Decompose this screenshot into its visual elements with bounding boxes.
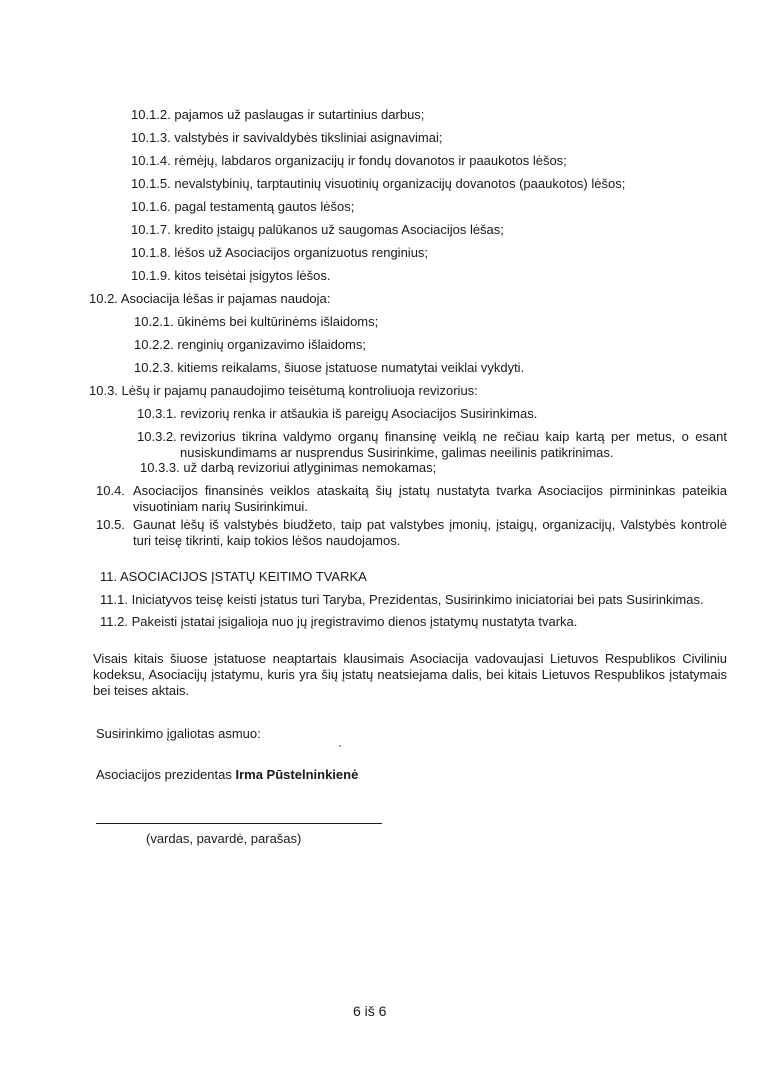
list-item: 10.1.5. nevalstybinių, tarptautinių visuotinių organizacijų dovanotos (paaukotos) lėšos;: [131, 176, 626, 191]
clause-number: 10.4.: [96, 483, 125, 498]
list-item: 10.3.3. už darbą revizoriui atlyginimas nemokamas;: [140, 460, 437, 475]
authorized-label: Susirinkimo įgaliotas asmuo:: [96, 726, 261, 741]
signature-caption: (vardas, pavardė, parašas): [146, 831, 302, 846]
closing-paragraph: Visais kitais šiuose įstatuose neaptartais klausimais Asociacija vadovaujasi Lietuvos Respublikos Civiliniu kodeksu, Asociacijų įstatymu, kuris yra šių įstatų neatsiejama dalis, bei kitais Lietuvos Respublikos įstatymais bei teises aktais.: [93, 651, 727, 698]
list-item: 10.3.1. revizorių renka ir atšaukia iš pareigų Asociacijos Susirinkimas.: [137, 406, 538, 421]
list-item: 10.2.1. ūkinėms bei kultūrinėms išlaidoms;: [134, 314, 379, 329]
section-heading: 11. ASOCIACIJOS ĮSTATŲ KEITIMO TVARKA: [100, 569, 367, 584]
list-item: 10.1.6. pagal testamentą gautos lėšos;: [131, 199, 355, 214]
clause-text: Gaunat lėšų iš valstybės biudžeto, taip pat valstybes įmonių, įstaigų, organizacijų, Valstybės kontrolė turi teisę tikrinti, kaip tokios lėšos naudojamos.: [133, 517, 727, 548]
clause-10-3: 10.3. Lėšų ir pajamų panaudojimo teisėtumą kontroliuoja revizorius:: [89, 383, 478, 398]
signature-line: [96, 823, 382, 824]
clause-number: 10.5.: [96, 517, 125, 532]
list-item: 10.1.4. rėmėjų, labdaros organizacijų ir fondų dovanotos ir paaukotos lėšos;: [131, 153, 567, 168]
list-item: 10.1.3. valstybės ir savivaldybės tiksliniai asignavimai;: [131, 130, 443, 145]
list-item: 10.2.3. kitiems reikalams, šiuose įstatuose numatytai veiklai vykdyti.: [134, 360, 525, 375]
list-item: 10.1.7. kredito įstaigų palūkanos už saugomas Asociacijos lėšas;: [131, 222, 504, 237]
list-item: 10.1.8. lėšos už Asociacijos organizuotus renginius;: [131, 245, 429, 260]
list-item: 10.2.2. renginių organizavimo išlaidoms;: [134, 337, 366, 352]
page-number: 6 iš 6: [353, 1003, 387, 1019]
president-prefix: Asociacijos prezidentas: [96, 767, 232, 782]
president-line: [96, 767, 358, 783]
item-number: 10.3.2.: [137, 429, 177, 444]
list-item: 10.1.2. pajamos už paslaugas ir sutartinius darbus;: [131, 107, 425, 122]
clause-10-5: [96, 517, 727, 549]
list-item: 10.1.9. kitos teisėtai įsigytos lėšos.: [131, 268, 331, 283]
clause-11-2: 11.2. Pakeisti įstatai įsigalioja nuo jų įregistravimo dienos įstatymų nustatyta tvarka.: [100, 614, 578, 629]
clause-10-2: 10.2. Asociacija lėšas ir pajamas naudoja:: [89, 291, 331, 306]
list-item: [137, 429, 727, 461]
clause-11-1: 11.1. Iniciatyvos teisę keisti įstatus turi Taryba, Prezidentas, Susirinkimo iniciatoriai bei pats Susirinkimas.: [100, 592, 704, 607]
president-name: Irma Pūstelninkienė: [235, 767, 359, 782]
clause-text: Asociacijos finansinės veiklos ataskaitą šių įstatų nustatyta tvarka Asociacijos pirmininkas pateikia visuotiniam narių Susirinkimui.: [133, 483, 727, 514]
scan-speck: [339, 745, 341, 747]
item-text: revizorius tikrina valdymo organų finansinę veiklą ne rečiau kaip kartą per metus, o esant nusiskundimams ar nusprendus Susirinkime, galimas neeilinis patikrinimas.: [180, 429, 727, 460]
clause-10-4: [96, 483, 727, 515]
